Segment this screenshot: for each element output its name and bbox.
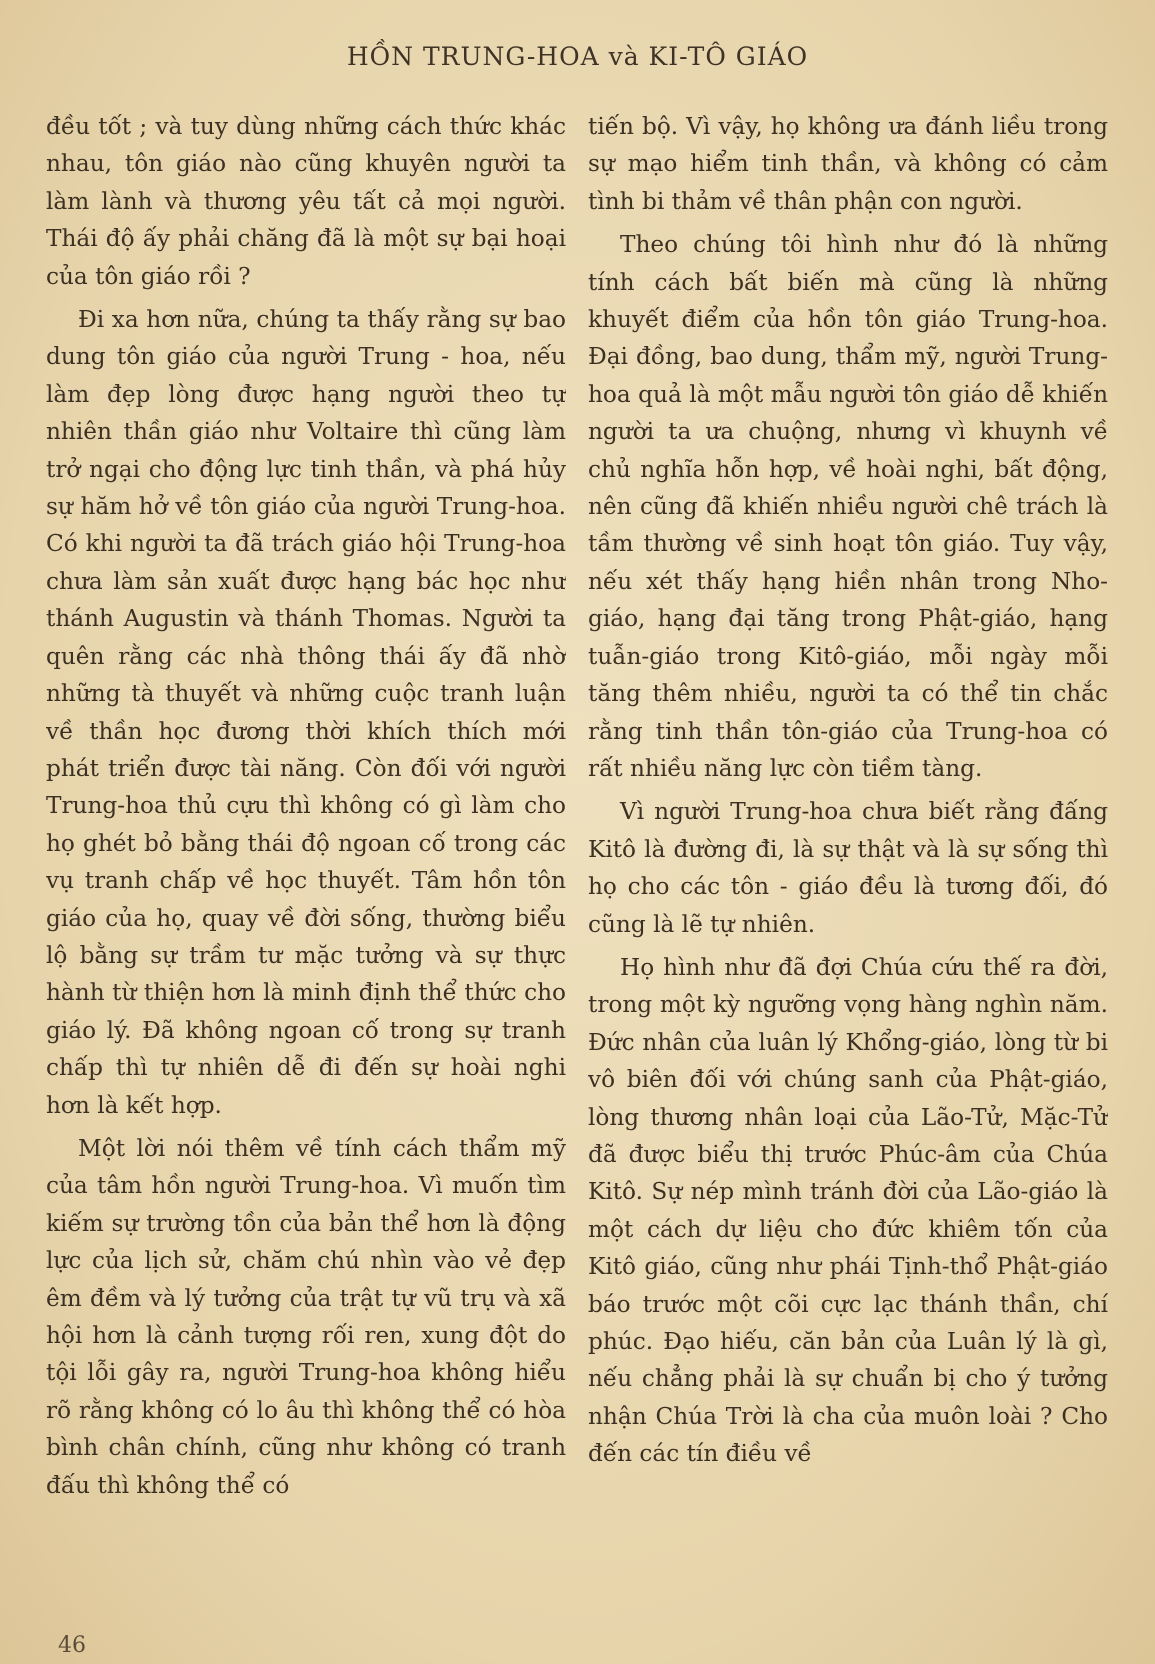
right-column: [588, 108, 1108, 1618]
paragraph: Theo chúng tôi hình như đó là những tính cách bất biến mà cũng là những khuyết điểm của hồn tôn giáo Trung-hoa. Đại đồng, bao dung, thẩm mỹ, người Trung-hoa quả là một mẫu người tôn giáo dễ khiến người ta ưa chuộng, nhưng vì khuynh về chủ nghĩa hỗn hợp, về hoài nghi, bất động, nên cũng đã khiến nhiều người chê trách là tầm thường về sinh hoạt tôn giáo. Tuy vậy, nếu xét thấy hạng hiền nhân trong Nho-giáo, hạng đại tăng trong Phật-giáo, hạng tuẫn-giáo trong Kitô-giáo, mỗi ngày mỗi tăng thêm nhiều, người ta có thể tin chắc rằng tinh thần tôn-giáo của Trung-hoa có rất nhiều năng lực còn tiềm tàng.: [588, 231, 1108, 782]
paragraph: Một lời nói thêm về tính cách thẩm mỹ của tâm hồn người Trung-hoa. Vì muốn tìm kiếm sự trường tồn của bản thể hơn là động lực của lịch sử, chăm chú nhìn vào vẻ đẹp êm đềm và lý tưởng của trật tự vũ trụ và xã hội hơn là cảnh tượng rối ren, xung đột do tội lỗi gây ra, người Trung-hoa không hiểu rõ rằng không có lo âu thì không thể có hòa bình chân chính, cũng như không có tranh đấu thì không thể có: [46, 1134, 566, 1499]
paragraph: Vì người Trung-hoa chưa biết rằng đấng Kitô là đường đi, là sự thật và là sự sống thì họ cho các tôn - giáo đều là tương đối, đó cũng là lẽ tự nhiên.: [588, 798, 1108, 938]
paragraph: đều tốt ; và tuy dùng những cách thức khác nhau, tôn giáo nào cũng khuyên người ta làm lành và thương yêu tất cả mọi người. Thái độ ấy phải chăng đã là một sự bại hoại của tôn giáo rồi ?: [46, 113, 566, 290]
running-header: HỒN TRUNG-HOA và KI-TÔ GIÁO: [346, 42, 809, 71]
left-column: [46, 108, 566, 1618]
page-number: 46: [58, 1633, 86, 1658]
paragraph: Đi xa hơn nữa, chúng ta thấy rằng sự bao dung tôn giáo của người Trung - hoa, nếu làm đẹp lòng được hạng người theo tự nhiên thần giáo như Voltaire thì cũng làm trở ngại cho động lực tinh thần, và phá hủy sự hăm hở về tôn giáo của người Trung-hoa. Có khi người ta đã trách giáo hội Trung-hoa chưa làm sản xuất được hạng bác học như thánh Augustin và thánh Thomas. Người ta quên rằng các nhà thông thái ấy đã nhờ những tà thuyết và những cuộc tranh luận về thần học đương thời khích thích mới phát triển được tài năng. Còn đối với người Trung-hoa thủ cựu thì không có gì làm cho họ ghét bỏ bằng thái độ ngoan cố trong các vụ tranh chấp về học thuyết. Tâm hồn tôn giáo của họ, quay về đời sống, thường biểu lộ bằng sự trầm tư mặc tưởng và sự thực hành từ thiện hơn là minh định thể thức cho giáo lý. Đã không ngoan cố trong sự tranh chấp thì tự nhiên dễ đi đến sự hoài nghi hơn là kết hợp.: [46, 306, 566, 1119]
paragraph: tiến bộ. Vì vậy, họ không ưa đánh liều trong sự mạo hiểm tinh thần, và không có cảm tình bi thảm về thân phận con người.: [588, 113, 1108, 215]
paragraph: Họ hình như đã đợi Chúa cứu thế ra đời, trong một kỳ ngưỡng vọng hàng nghìn năm. Đức nhân của luân lý Khổng-giáo, lòng từ bi vô biên đối với chúng sanh của Phật-giáo, lòng thương nhân loại của Lão-Tử, Mặc-Tử đã được biểu thị trước Phúc-âm của Chúa Kitô. Sự nép mình tránh đời của Lão-giáo là một cách dự liệu cho đức khiêm tốn của Kitô giáo, cũng như phái Tịnh-thổ Phật-giáo báo trước một cõi cực lạc thánh thần, chí phúc. Đạo hiếu, căn bản của Luân lý là gì, nếu chẳng phải là sự chuẩn bị cho ý tưởng nhận Chúa Trời là cha của muôn loài ? Cho đến các tín điều về: [588, 953, 1108, 1468]
